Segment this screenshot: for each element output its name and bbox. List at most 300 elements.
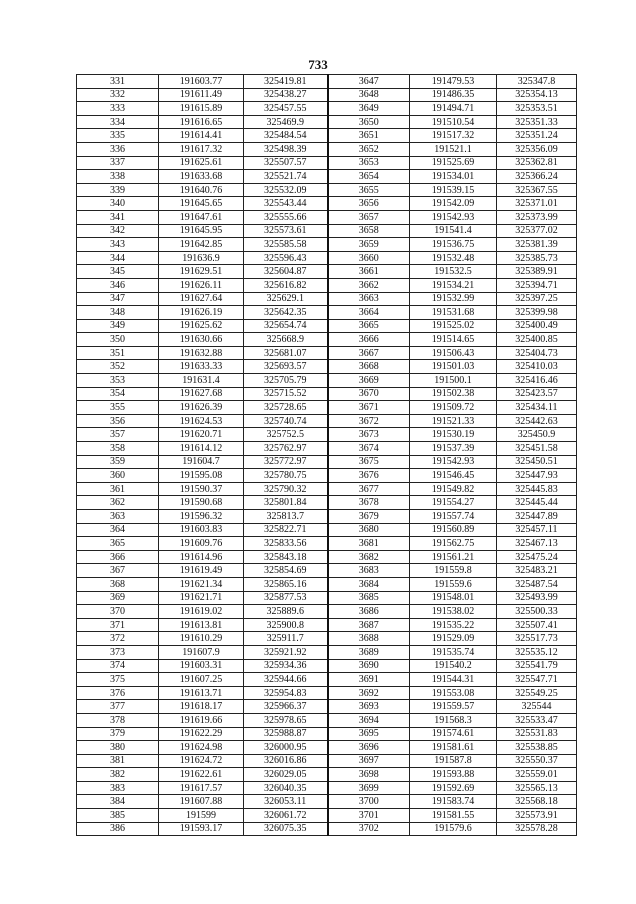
point-number-right: 3666 [328,333,410,347]
y-coordinate-left: 326040.35 [244,781,328,795]
point-number-right: 3662 [328,278,410,292]
point-number-right: 3695 [328,727,410,741]
point-number-right: 3663 [328,292,410,306]
y-coordinate-left: 325740.74 [244,414,328,428]
x-coordinate-left: 191617.57 [159,781,244,795]
x-coordinate-left: 191614.41 [159,129,244,143]
y-coordinate-right: 325397.25 [497,292,577,306]
table-row [77,75,577,89]
point-number-left: 341 [77,210,159,224]
table-row [77,319,577,333]
x-coordinate-left: 191618.17 [159,700,244,714]
y-coordinate-right: 325531.83 [497,727,577,741]
point-number-left: 351 [77,346,159,360]
point-number-left: 363 [77,510,159,524]
x-coordinate-right: 191581.61 [410,741,497,755]
point-number-left: 349 [77,319,159,333]
point-number-right: 3698 [328,768,410,782]
table-row [77,129,577,143]
y-coordinate-left: 325668.9 [244,333,328,347]
y-coordinate-right: 325404.73 [497,346,577,360]
point-number-left: 356 [77,414,159,428]
x-coordinate-left: 191596.32 [159,510,244,524]
table-row [77,768,577,782]
point-number-left: 364 [77,523,159,537]
x-coordinate-left: 191609.76 [159,537,244,551]
table-row [77,809,577,823]
table-row [77,482,577,496]
point-number-right: 3668 [328,360,410,374]
y-coordinate-right: 325410.03 [497,360,577,374]
table-row [77,510,577,524]
y-coordinate-left: 325978.65 [244,713,328,727]
point-number-right: 3679 [328,510,410,524]
point-number-right: 3651 [328,129,410,143]
table-row [77,727,577,741]
y-coordinate-left: 325521.74 [244,170,328,184]
point-number-right: 3653 [328,156,410,170]
point-number-right: 3667 [328,346,410,360]
y-coordinate-left: 325900.8 [244,618,328,632]
point-number-left: 360 [77,469,159,483]
y-coordinate-right: 325450.9 [497,428,577,442]
y-coordinate-right: 325549.25 [497,686,577,700]
x-coordinate-right: 191532.48 [410,251,497,265]
table-row [77,754,577,768]
y-coordinate-left: 326061.72 [244,809,328,823]
x-coordinate-left: 191603.83 [159,523,244,537]
point-number-right: 3684 [328,577,410,591]
y-coordinate-right: 325578.28 [497,822,577,836]
x-coordinate-left: 191590.37 [159,482,244,496]
point-number-left: 369 [77,591,159,605]
x-coordinate-right: 191541.4 [410,224,497,238]
point-number-left: 340 [77,197,159,211]
y-coordinate-left: 325833.56 [244,537,328,551]
point-number-right: 3664 [328,306,410,320]
y-coordinate-left: 325498.39 [244,142,328,156]
x-coordinate-left: 191633.68 [159,170,244,184]
point-number-right: 3654 [328,170,410,184]
y-coordinate-right: 325559.01 [497,768,577,782]
point-number-left: 367 [77,564,159,578]
point-number-left: 383 [77,781,159,795]
point-number-left: 337 [77,156,159,170]
y-coordinate-right: 325445.83 [497,482,577,496]
x-coordinate-left: 191610.29 [159,632,244,646]
y-coordinate-right: 325533.47 [497,713,577,727]
table-row [77,537,577,551]
table-row [77,469,577,483]
x-coordinate-right: 191561.21 [410,550,497,564]
x-coordinate-right: 191535.22 [410,618,497,632]
point-number-right: 3650 [328,115,410,129]
point-number-left: 334 [77,115,159,129]
point-number-left: 374 [77,659,159,673]
x-coordinate-right: 191546.45 [410,469,497,483]
x-coordinate-right: 191548.01 [410,591,497,605]
table-row [77,741,577,755]
point-number-left: 342 [77,224,159,238]
table-row [77,306,577,320]
point-number-left: 348 [77,306,159,320]
point-number-right: 3693 [328,700,410,714]
point-number-right: 3680 [328,523,410,537]
x-coordinate-left: 191626.39 [159,401,244,415]
point-number-right: 3683 [328,564,410,578]
x-coordinate-right: 191579.6 [410,822,497,836]
y-coordinate-right: 325353.51 [497,102,577,116]
x-coordinate-right: 191502.38 [410,387,497,401]
point-number-left: 373 [77,645,159,659]
y-coordinate-left: 325616.82 [244,278,328,292]
point-number-right: 3697 [328,754,410,768]
point-number-right: 3674 [328,442,410,456]
point-number-left: 386 [77,822,159,836]
point-number-left: 355 [77,401,159,415]
point-number-left: 347 [77,292,159,306]
point-number-left: 354 [77,387,159,401]
x-coordinate-left: 191642.85 [159,238,244,252]
y-coordinate-right: 325371.01 [497,197,577,211]
table-row [77,360,577,374]
point-number-left: 368 [77,577,159,591]
x-coordinate-left: 191614.96 [159,550,244,564]
point-number-right: 3678 [328,496,410,510]
point-number-left: 331 [77,75,159,89]
table-row [77,346,577,360]
y-coordinate-right: 325447.93 [497,469,577,483]
point-number-right: 3687 [328,618,410,632]
table-row [77,333,577,347]
x-coordinate-right: 191525.69 [410,156,497,170]
y-coordinate-right: 325447.89 [497,510,577,524]
table-row [77,523,577,537]
y-coordinate-left: 326000.95 [244,741,328,755]
y-coordinate-left: 325705.79 [244,374,328,388]
y-coordinate-right: 325541.79 [497,659,577,673]
point-number-left: 379 [77,727,159,741]
point-number-right: 3676 [328,469,410,483]
table-row [77,265,577,279]
y-coordinate-left: 325865.16 [244,577,328,591]
x-coordinate-left: 191593.17 [159,822,244,836]
page-number: 733 [308,57,328,72]
point-number-right: 3691 [328,673,410,687]
point-number-left: 338 [77,170,159,184]
point-number-left: 350 [77,333,159,347]
point-number-left: 372 [77,632,159,646]
x-coordinate-right: 191542.93 [410,455,497,469]
y-coordinate-left: 325596.43 [244,251,328,265]
y-coordinate-left: 325877.53 [244,591,328,605]
y-coordinate-left: 325457.55 [244,102,328,116]
x-coordinate-left: 191595.08 [159,469,244,483]
coordinates-table [76,74,577,836]
x-coordinate-right: 191486.35 [410,88,497,102]
table-row [77,673,577,687]
x-coordinate-right: 191494.71 [410,102,497,116]
point-number-left: 332 [77,88,159,102]
x-coordinate-right: 191592.69 [410,781,497,795]
point-number-right: 3686 [328,605,410,619]
x-coordinate-left: 191624.53 [159,414,244,428]
x-coordinate-right: 191532.5 [410,265,497,279]
y-coordinate-left: 325484.54 [244,129,328,143]
x-coordinate-right: 191587.8 [410,754,497,768]
x-coordinate-left: 191613.81 [159,618,244,632]
point-number-left: 371 [77,618,159,632]
x-coordinate-right: 191531.68 [410,306,497,320]
y-coordinate-right: 325507.41 [497,618,577,632]
point-number-left: 377 [77,700,159,714]
y-coordinate-left: 325889.6 [244,605,328,619]
y-coordinate-right: 325400.49 [497,319,577,333]
x-coordinate-left: 191622.61 [159,768,244,782]
point-number-right: 3656 [328,197,410,211]
table-row [77,496,577,510]
y-coordinate-left: 326075.35 [244,822,328,836]
x-coordinate-right: 191540.2 [410,659,497,673]
table-row [77,605,577,619]
x-coordinate-left: 191590.68 [159,496,244,510]
point-number-right: 3648 [328,88,410,102]
y-coordinate-left: 325843.18 [244,550,328,564]
table-row [77,591,577,605]
y-coordinate-left: 325813.7 [244,510,328,524]
y-coordinate-right: 325450.51 [497,455,577,469]
y-coordinate-left: 325693.57 [244,360,328,374]
point-number-right: 3673 [328,428,410,442]
point-number-left: 365 [77,537,159,551]
x-coordinate-left: 191626.11 [159,278,244,292]
x-coordinate-left: 191607.88 [159,795,244,809]
x-coordinate-left: 191611.49 [159,88,244,102]
table-row [77,659,577,673]
x-coordinate-right: 191536.75 [410,238,497,252]
y-coordinate-left: 325469.9 [244,115,328,129]
y-coordinate-left: 325780.75 [244,469,328,483]
table-row [77,183,577,197]
table-row [77,618,577,632]
table-row [77,686,577,700]
x-coordinate-right: 191583.74 [410,795,497,809]
point-number-right: 3699 [328,781,410,795]
y-coordinate-left: 325934.36 [244,659,328,673]
y-coordinate-left: 326016.86 [244,754,328,768]
point-number-right: 3690 [328,659,410,673]
x-coordinate-right: 191510.54 [410,115,497,129]
y-coordinate-right: 325493.99 [497,591,577,605]
x-coordinate-left: 191626.19 [159,306,244,320]
table-row [77,632,577,646]
table-row [77,197,577,211]
table-row [77,115,577,129]
y-coordinate-right: 325487.54 [497,577,577,591]
table-row [77,564,577,578]
point-number-left: 381 [77,754,159,768]
table-row [77,278,577,292]
y-coordinate-left: 325629.1 [244,292,328,306]
y-coordinate-right: 325389.91 [497,265,577,279]
y-coordinate-right: 325394.71 [497,278,577,292]
point-number-left: 333 [77,102,159,116]
point-number-left: 375 [77,673,159,687]
y-coordinate-right: 325565.13 [497,781,577,795]
table-row [77,822,577,836]
point-number-right: 3694 [328,713,410,727]
y-coordinate-right: 325550.37 [497,754,577,768]
point-number-left: 344 [77,251,159,265]
x-coordinate-right: 191542.09 [410,197,497,211]
x-coordinate-left: 191621.34 [159,577,244,591]
y-coordinate-right: 325362.81 [497,156,577,170]
y-coordinate-right: 325351.24 [497,129,577,143]
x-coordinate-right: 191544.31 [410,673,497,687]
x-coordinate-left: 191620.71 [159,428,244,442]
y-coordinate-right: 325535.12 [497,645,577,659]
x-coordinate-right: 191534.01 [410,170,497,184]
y-coordinate-left: 325772.97 [244,455,328,469]
x-coordinate-right: 191581.55 [410,809,497,823]
y-coordinate-right: 325423.57 [497,387,577,401]
y-coordinate-right: 325367.55 [497,183,577,197]
y-coordinate-left: 325954.83 [244,686,328,700]
table-row [77,442,577,456]
table-row [77,455,577,469]
y-coordinate-right: 325475.24 [497,550,577,564]
x-coordinate-right: 191593.88 [410,768,497,782]
x-coordinate-right: 191574.61 [410,727,497,741]
point-number-left: 358 [77,442,159,456]
y-coordinate-left: 325944.66 [244,673,328,687]
point-number-right: 3681 [328,537,410,551]
y-coordinate-left: 325921.92 [244,645,328,659]
y-coordinate-left: 325419.81 [244,75,328,89]
point-number-right: 3669 [328,374,410,388]
y-coordinate-left: 325543.44 [244,197,328,211]
x-coordinate-right: 191514.65 [410,333,497,347]
x-coordinate-right: 191521.33 [410,414,497,428]
y-coordinate-left: 325438.27 [244,88,328,102]
x-coordinate-left: 191607.9 [159,645,244,659]
point-number-left: 376 [77,686,159,700]
point-number-left: 335 [77,129,159,143]
x-coordinate-left: 191647.61 [159,210,244,224]
x-coordinate-left: 191619.02 [159,605,244,619]
point-number-left: 343 [77,238,159,252]
y-coordinate-left: 325790.32 [244,482,328,496]
point-number-right: 3701 [328,809,410,823]
point-number-left: 352 [77,360,159,374]
y-coordinate-left: 325728.65 [244,401,328,415]
x-coordinate-right: 191553.08 [410,686,497,700]
x-coordinate-right: 191535.74 [410,645,497,659]
y-coordinate-right: 325356.09 [497,142,577,156]
y-coordinate-left: 325507.57 [244,156,328,170]
x-coordinate-left: 191630.66 [159,333,244,347]
x-coordinate-left: 191640.76 [159,183,244,197]
point-number-right: 3665 [328,319,410,333]
x-coordinate-left: 191636.9 [159,251,244,265]
point-number-right: 3647 [328,75,410,89]
x-coordinate-right: 191539.15 [410,183,497,197]
point-number-right: 3661 [328,265,410,279]
point-number-right: 3692 [328,686,410,700]
y-coordinate-right: 325377.02 [497,224,577,238]
y-coordinate-right: 325457.11 [497,523,577,537]
point-number-right: 3655 [328,183,410,197]
table-row [77,224,577,238]
point-number-left: 366 [77,550,159,564]
table-row [77,170,577,184]
point-number-left: 357 [77,428,159,442]
x-coordinate-right: 191538.02 [410,605,497,619]
x-coordinate-right: 191500.1 [410,374,497,388]
point-number-right: 3696 [328,741,410,755]
x-coordinate-left: 191625.61 [159,156,244,170]
x-coordinate-right: 191559.8 [410,564,497,578]
y-coordinate-right: 325442.63 [497,414,577,428]
point-number-right: 3682 [328,550,410,564]
x-coordinate-left: 191617.32 [159,142,244,156]
y-coordinate-left: 325604.87 [244,265,328,279]
point-number-right: 3671 [328,401,410,415]
table-row [77,577,577,591]
table-row [77,238,577,252]
table-row [77,142,577,156]
y-coordinate-left: 325654.74 [244,319,328,333]
x-coordinate-right: 191554.27 [410,496,497,510]
point-number-left: 339 [77,183,159,197]
x-coordinate-right: 191562.75 [410,537,497,551]
y-coordinate-left: 325715.52 [244,387,328,401]
y-coordinate-right: 325544 [497,700,577,714]
table-row [77,251,577,265]
x-coordinate-left: 191621.71 [159,591,244,605]
y-coordinate-right: 325573.91 [497,809,577,823]
x-coordinate-right: 191532.99 [410,292,497,306]
x-coordinate-right: 191506.43 [410,346,497,360]
y-coordinate-right: 325451.58 [497,442,577,456]
y-coordinate-right: 325351.33 [497,115,577,129]
x-coordinate-left: 191633.33 [159,360,244,374]
x-coordinate-right: 191525.02 [410,319,497,333]
point-number-left: 384 [77,795,159,809]
y-coordinate-left: 325752.5 [244,428,328,442]
x-coordinate-left: 191603.31 [159,659,244,673]
point-number-left: 378 [77,713,159,727]
y-coordinate-right: 325467.13 [497,537,577,551]
point-number-right: 3658 [328,224,410,238]
x-coordinate-right: 191537.39 [410,442,497,456]
point-number-right: 3659 [328,238,410,252]
x-coordinate-left: 191629.51 [159,265,244,279]
y-coordinate-right: 325517.73 [497,632,577,646]
point-number-left: 382 [77,768,159,782]
y-coordinate-left: 325585.58 [244,238,328,252]
x-coordinate-left: 191624.72 [159,754,244,768]
x-coordinate-right: 191530.19 [410,428,497,442]
y-coordinate-right: 325347.8 [497,75,577,89]
y-coordinate-right: 325445.44 [497,496,577,510]
table-row [77,102,577,116]
x-coordinate-right: 191534.21 [410,278,497,292]
point-number-right: 3688 [328,632,410,646]
y-coordinate-left: 325966.37 [244,700,328,714]
x-coordinate-right: 191479.53 [410,75,497,89]
x-coordinate-right: 191559.6 [410,577,497,591]
